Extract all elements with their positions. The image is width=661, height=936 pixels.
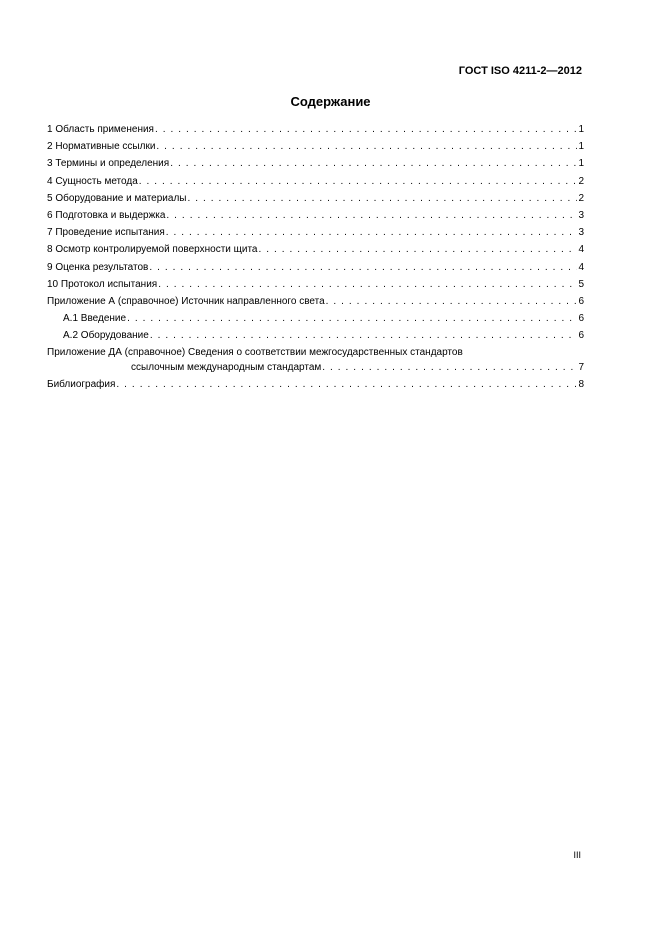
toc-entry[interactable] <box>47 138 584 155</box>
toc-entry-bibliography[interactable] <box>47 376 584 393</box>
toc-entry-label: 8 Осмотр контролируемой поверхности щита <box>47 244 258 256</box>
toc-entry-subsection[interactable] <box>47 327 584 344</box>
dot-leader <box>155 121 577 138</box>
document-header: ГОСТ ISO 4211-2—2012 <box>458 65 582 77</box>
toc-entry-page: 1 <box>578 158 584 170</box>
dot-leader <box>150 327 578 344</box>
toc-entry-label: 7 Проведение испытания <box>47 227 165 239</box>
toc-entry-label: 9 Оценка результатов <box>47 261 149 273</box>
toc-entry[interactable] <box>47 155 584 172</box>
dot-leader <box>259 241 578 258</box>
toc-entry-page: 3 <box>578 209 584 221</box>
toc-entry-page: 5 <box>578 278 584 290</box>
dot-leader <box>158 276 577 293</box>
toc-entry-page: 8 <box>578 379 584 391</box>
toc-entry-page: 1 <box>578 124 584 135</box>
toc-entry-page: 2 <box>578 192 584 204</box>
dot-leader <box>127 310 577 327</box>
toc-title: Содержание <box>290 94 371 109</box>
toc-entry-page: 4 <box>578 244 584 256</box>
dot-leader <box>166 207 577 224</box>
toc-entry[interactable] <box>47 259 584 276</box>
toc-entry-page: 4 <box>578 261 584 273</box>
dot-leader <box>322 359 577 376</box>
page-number: III <box>573 850 581 860</box>
toc-entry[interactable] <box>47 190 584 207</box>
toc-entry[interactable] <box>47 241 584 258</box>
toc-entry-label: Приложение А (справочное) Источник направленного света <box>47 295 325 307</box>
toc-entry-label: 3 Термины и определения <box>47 158 170 170</box>
table-of-contents <box>47 121 584 394</box>
toc-entry-label: 10 Протокол испытания <box>47 278 158 290</box>
dot-leader <box>187 190 577 207</box>
dot-leader <box>166 224 578 241</box>
toc-entry[interactable] <box>47 173 584 190</box>
toc-entry[interactable] <box>47 207 584 224</box>
toc-entry-label: 2 Нормативные ссылки <box>47 141 156 153</box>
dot-leader <box>156 138 577 155</box>
toc-entry-page: 6 <box>578 313 584 325</box>
toc-entry-page: 3 <box>578 227 584 239</box>
toc-entry-label: Библиография <box>47 379 116 391</box>
toc-entry-appendix[interactable] <box>47 344 584 376</box>
toc-entry-page: 7 <box>578 361 584 373</box>
toc-entry-label: А.2 Оборудование <box>63 330 149 342</box>
toc-entry-label: 5 Оборудование и материалы <box>47 192 187 204</box>
toc-entry-page: 6 <box>578 330 584 342</box>
toc-entry-page: 1 <box>578 141 584 153</box>
toc-entry-subsection[interactable] <box>47 310 584 327</box>
toc-entry-label: А.1 Введение <box>63 313 127 325</box>
dot-leader <box>139 173 578 190</box>
dot-leader <box>116 376 577 393</box>
toc-entry[interactable] <box>47 224 584 241</box>
toc-entry[interactable] <box>47 276 584 293</box>
dot-leader <box>326 293 578 310</box>
toc-entry-appendix[interactable] <box>47 293 584 310</box>
toc-entry-page: 6 <box>578 295 584 307</box>
dot-leader <box>149 259 577 276</box>
toc-entry-label: 4 Сущность метода <box>47 175 138 187</box>
toc-entry-label: Приложение ДА (справочное) Сведения о соответствии межгосударственных стандартов <box>47 347 463 359</box>
toc-entry-label: 1 Область применения <box>47 124 154 135</box>
toc-entry-label-continued: ссылочным международным стандартам <box>131 361 322 373</box>
toc-entry-label: 6 Подготовка и выдержка <box>47 209 166 221</box>
toc-entry-page: 2 <box>578 175 584 187</box>
toc-entry[interactable] <box>47 121 584 138</box>
dot-leader <box>170 155 577 172</box>
